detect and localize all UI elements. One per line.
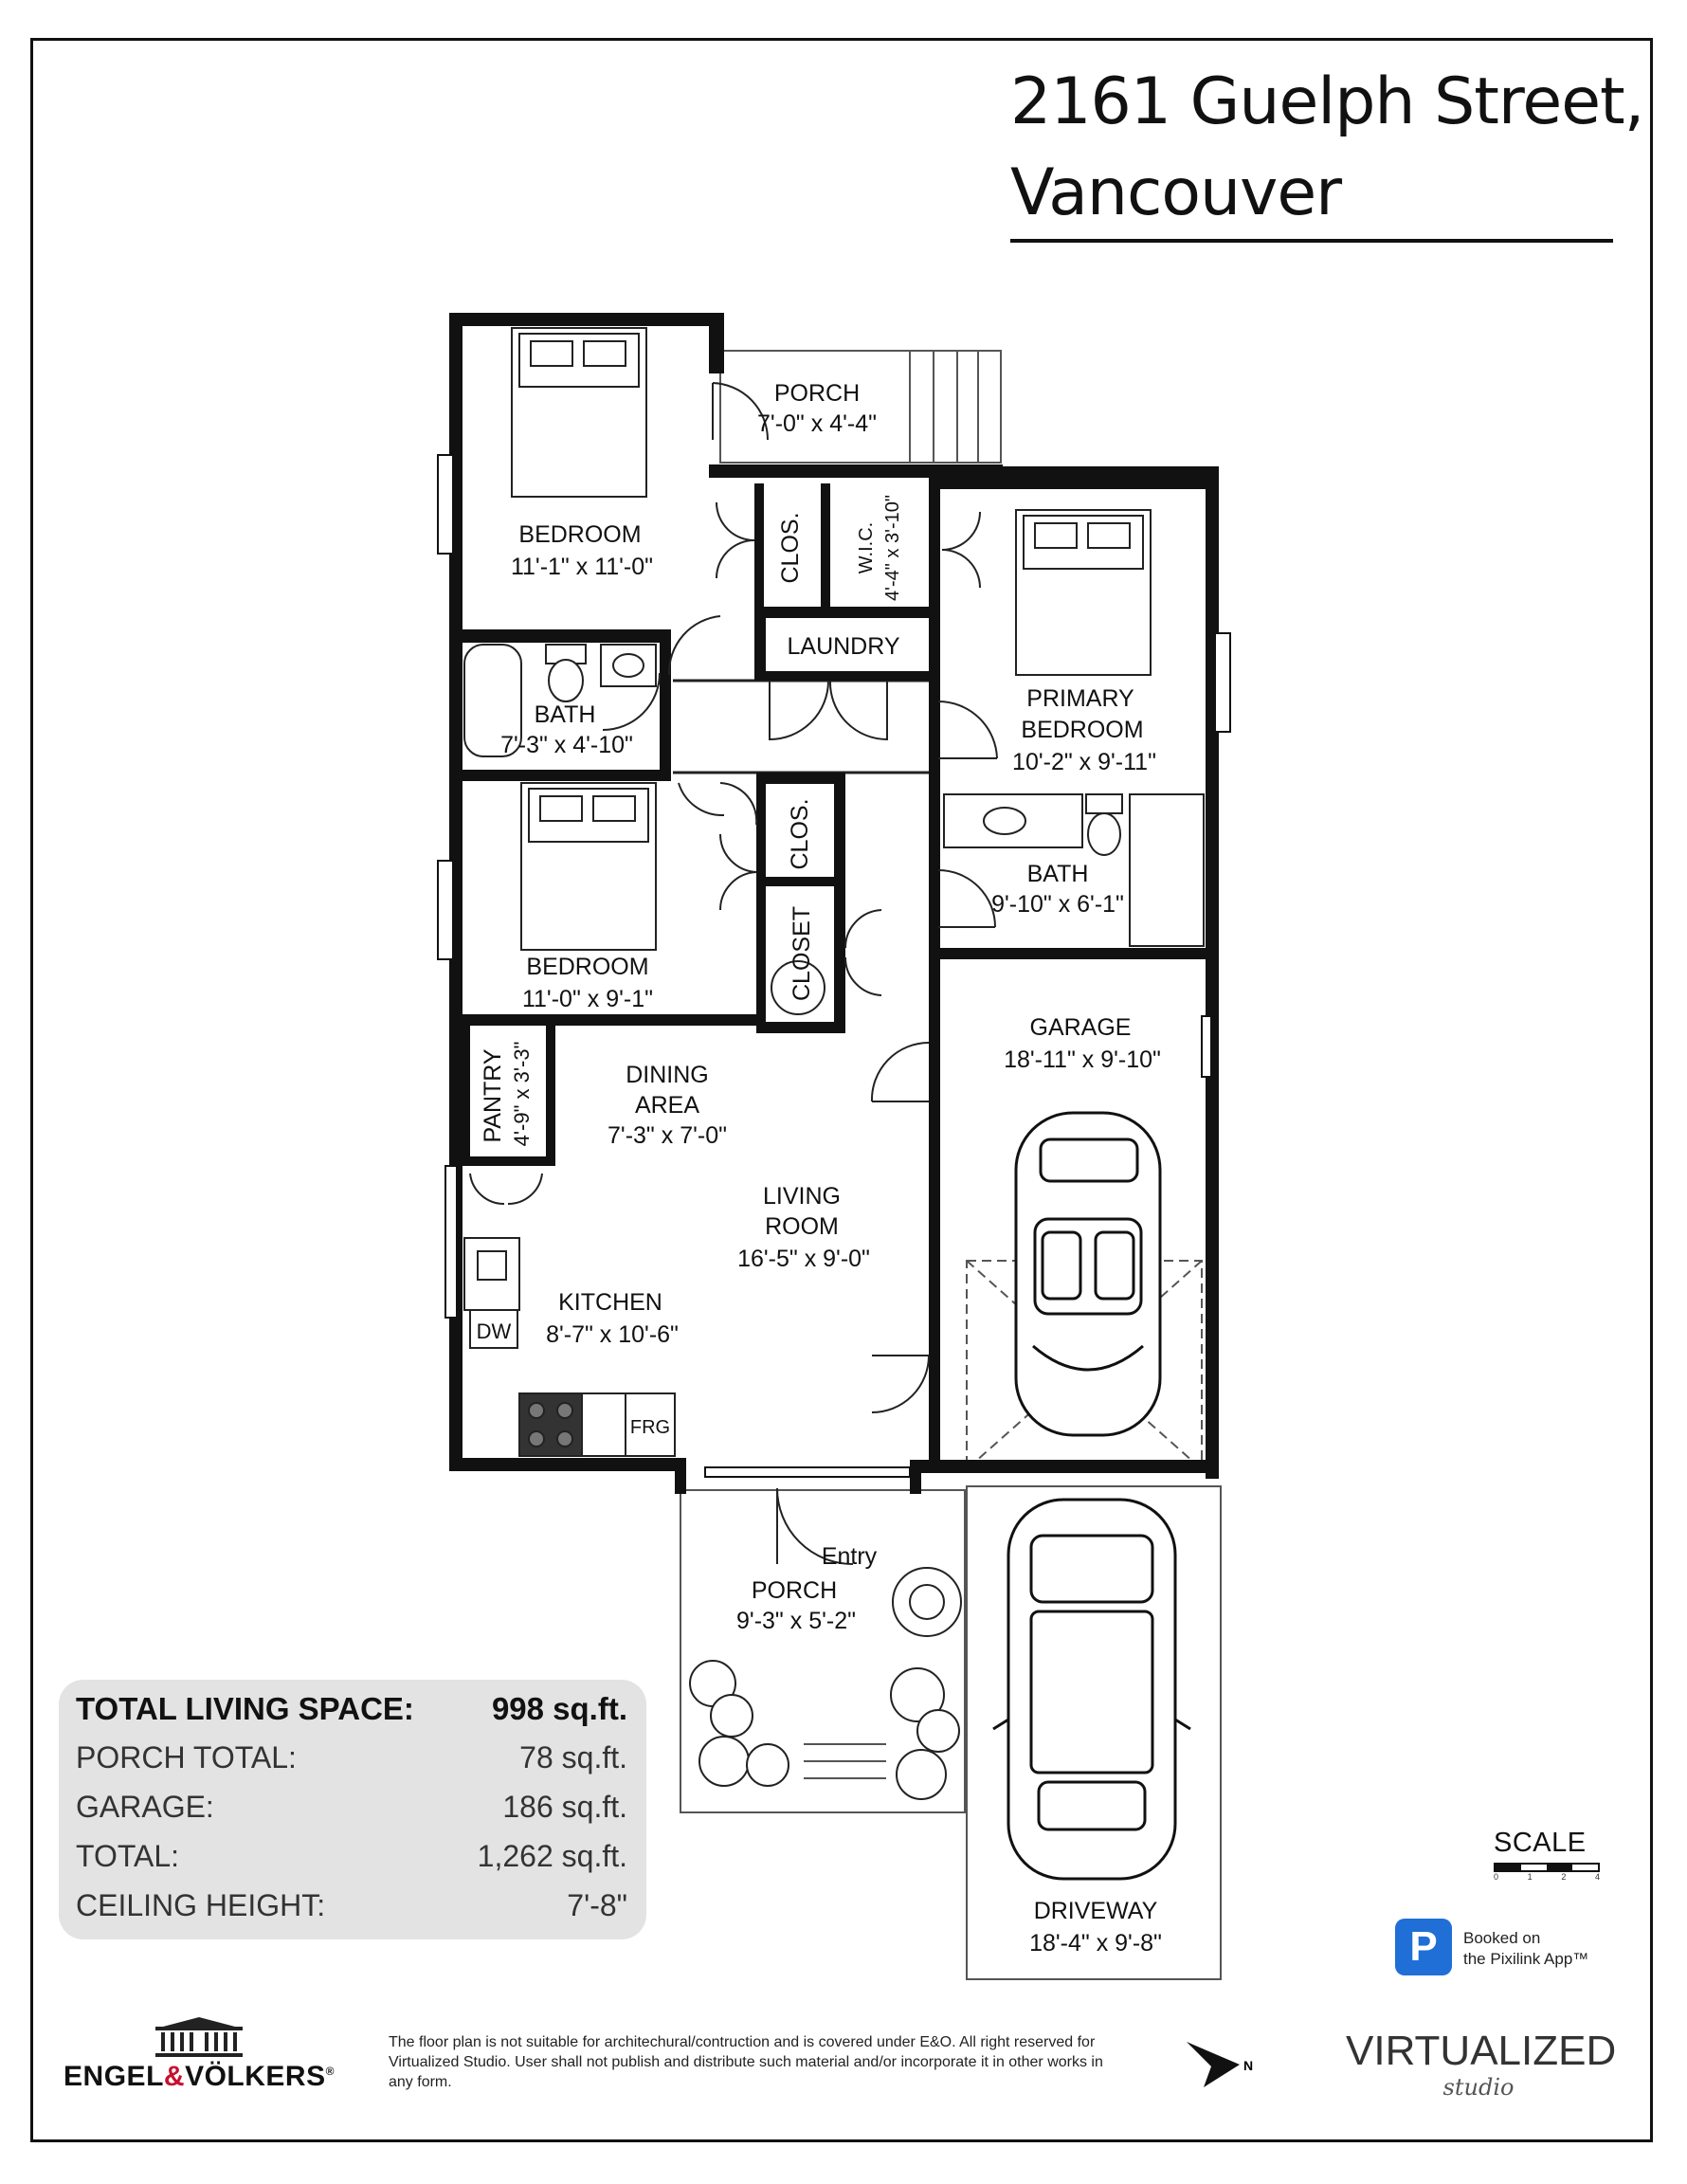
engel-volkers-logo [57, 2017, 341, 2093]
window-bedroom-top [438, 455, 453, 554]
garage-label: GARAGE: [76, 1790, 214, 1824]
summary-row-total-living [76, 1691, 627, 1729]
scale-tick: 2 [1561, 1872, 1567, 1882]
total-label: TOTAL: [76, 1839, 180, 1873]
wic-name: W.I.C. [856, 521, 877, 574]
building-icon [57, 2017, 341, 2059]
total-value: 1,262 sq.ft. [477, 1839, 627, 1873]
bath-right-dims: 9'-10" x 6'-1" [991, 891, 1124, 918]
summary-row-total [76, 1839, 627, 1877]
porch-top-name: PORCH [773, 380, 861, 407]
garage-dims: 18'-11" x 9'-10" [1004, 1046, 1161, 1073]
pixilink-text [1463, 1928, 1588, 1970]
window-garage [1202, 1016, 1211, 1077]
area-summary [59, 1680, 646, 1939]
bed-bedroom-mid-icon [521, 783, 656, 950]
window-bedroom-mid [438, 861, 453, 959]
door-bath-right [938, 870, 995, 927]
door-bedroom-top [669, 616, 720, 675]
bedroom-mid-dims: 11'-0" x 9'-1" [521, 986, 654, 1012]
plant-icon [747, 1744, 789, 1786]
virtualized-studio-logo [1346, 2028, 1617, 2110]
summary-row-porch [76, 1740, 627, 1778]
frg-label: FRG [629, 1417, 671, 1438]
door-bedroom-mid [679, 783, 756, 825]
driveway-name: DRIVEWAY [1033, 1898, 1158, 1924]
door-primary-wic [942, 512, 980, 588]
window-primary [1215, 633, 1230, 732]
address-line-2: Vancouver [1010, 155, 1342, 230]
disclaimer-text: The floor plan is not suitable for architechural/contruction and is covered under E&O. All right reserved for Virtualized Studio. User shall not publish and distribute such material and/or incorporate it in other works in any form. [389, 2034, 1103, 2090]
primary-bedroom-name-2: BEDROOM [1021, 717, 1144, 743]
bedroom-top-dims: 11'-1" x 11'-0" [510, 554, 654, 580]
cars [993, 1113, 1190, 1879]
entry-glass [705, 1467, 910, 1477]
scale-label: SCALE [1494, 1828, 1587, 1858]
sink-right-icon [984, 808, 1025, 834]
bath-left-name: BATH [534, 701, 596, 728]
toilet-right-icon [1088, 813, 1120, 855]
dw-label: DW [476, 1320, 512, 1343]
door-pantry [470, 1174, 542, 1204]
wic-dims: 4'-4" x 3'-10" [882, 495, 903, 601]
toilet-tank-right [1086, 794, 1122, 813]
door-laundry-right [830, 681, 887, 739]
door-garage-2 [872, 1356, 929, 1412]
total-living-value: 998 sq.ft. [491, 1691, 627, 1726]
booked-line-2: the Pixilink App™ [1463, 1950, 1589, 1968]
address-line-1: 2161 Guelph Street, [1010, 64, 1644, 139]
scale-bar [1494, 1828, 1600, 1882]
bedroom-top-name: BEDROOM [518, 521, 642, 548]
porch-total-label: PORCH TOTAL: [76, 1740, 297, 1774]
kitchen-dims: 8'-7" x 10'-6" [546, 1321, 679, 1348]
dining-name-2: AREA [634, 1092, 700, 1119]
garage-name: GARAGE [1029, 1014, 1132, 1041]
kitchen-sink-icon [478, 1251, 506, 1280]
sink-left-icon [613, 654, 644, 677]
north-label: N [1243, 2058, 1254, 2073]
studio-script: studio [1442, 2074, 1515, 2101]
porch-total-value: 78 sq.ft. [519, 1740, 627, 1774]
bed-bedroom-top-icon [512, 328, 646, 497]
living-dims: 16'-5" x 9'-0" [737, 1246, 870, 1272]
clos-2-name: CLOS. [787, 798, 813, 870]
living-name-2: ROOM [765, 1213, 839, 1240]
living-name-1: LIVING [763, 1183, 841, 1210]
scale-tick: 1 [1527, 1872, 1533, 1882]
plant-icon [699, 1737, 749, 1786]
porch-top-outline [720, 351, 910, 463]
primary-bedroom-name-1: PRIMARY [1026, 685, 1134, 712]
pixilink-icon: P [1395, 1919, 1452, 1975]
porch-top-dims: 7'-0" x 4'-4" [757, 410, 877, 437]
bath-left-dims: 7'-3" x 4'-10" [500, 732, 633, 758]
scale-bar-graphic [1494, 1863, 1600, 1872]
ceiling-value: 7'-8" [567, 1888, 627, 1922]
car-garage-icon [1016, 1113, 1160, 1435]
bath-right-name: BATH [1026, 861, 1089, 887]
ev-word-engel: ENGEL [63, 2061, 164, 2092]
total-living-label: TOTAL LIVING SPACE: [76, 1691, 414, 1726]
plant-icon [897, 1750, 946, 1799]
door-clos-2 [720, 834, 756, 910]
porch-bottom-dims: 9'-3" x 5'-2" [736, 1608, 856, 1634]
dining-dims: 7'-3" x 7'-0" [608, 1122, 727, 1149]
shower-right-icon [1130, 794, 1204, 946]
toilet-left-icon [549, 660, 583, 701]
ceiling-label: CEILING HEIGHT: [76, 1888, 326, 1922]
pixilink-badge[interactable] [1395, 1919, 1623, 1979]
virtualized-wordmark: VIRTUALIZED [1346, 2028, 1617, 2074]
clos-1-name: CLOS. [777, 512, 804, 584]
car-driveway-icon [993, 1500, 1190, 1879]
porch-top-steps [910, 351, 1001, 463]
plant-icon [917, 1710, 959, 1752]
north-arrow-icon [1183, 2038, 1259, 2095]
kitchen-name: KITCHEN [558, 1289, 662, 1316]
scale-ticks [1494, 1872, 1600, 1882]
ev-ampersand: & [163, 2061, 186, 2092]
driveway-dims: 18'-4" x 9'-8" [1029, 1930, 1162, 1956]
pantry-name: PANTRY [480, 1048, 506, 1143]
bedroom-mid-name: BEDROOM [526, 954, 649, 980]
scale-tick: 4 [1594, 1872, 1600, 1882]
ev-word-volkers: VÖLKERS [185, 2061, 326, 2092]
primary-bedroom-dims: 10'-2" x 9'-11" [1012, 749, 1156, 775]
plant-icon [711, 1695, 753, 1737]
closet-name: CLOSET [789, 905, 815, 1002]
ev-registered-mark: ® [325, 2065, 335, 2078]
door-primary [938, 701, 997, 758]
booked-line-1: Booked on [1463, 1929, 1541, 1947]
dining-name-1: DINING [626, 1062, 709, 1088]
door-garage [872, 1043, 929, 1101]
garage-value: 186 sq.ft. [502, 1790, 627, 1824]
entry-label: Entry [821, 1543, 878, 1570]
stove-icon [519, 1393, 582, 1456]
window-kitchen [445, 1166, 457, 1318]
laundry-name: LAUNDRY [787, 633, 900, 660]
door-clos-1 [717, 502, 754, 578]
porch-bottom-name: PORCH [751, 1577, 838, 1604]
scale-tick: 0 [1494, 1872, 1499, 1882]
door-closet [845, 910, 881, 995]
bed-primary-icon [1016, 510, 1151, 675]
summary-row-garage [76, 1790, 627, 1828]
door-laundry-left [770, 681, 828, 739]
summary-row-ceiling [76, 1888, 627, 1926]
engel-volkers-wordmark [57, 2061, 341, 2093]
pantry-dims: 4'-9" x 3'-3" [510, 1041, 534, 1147]
